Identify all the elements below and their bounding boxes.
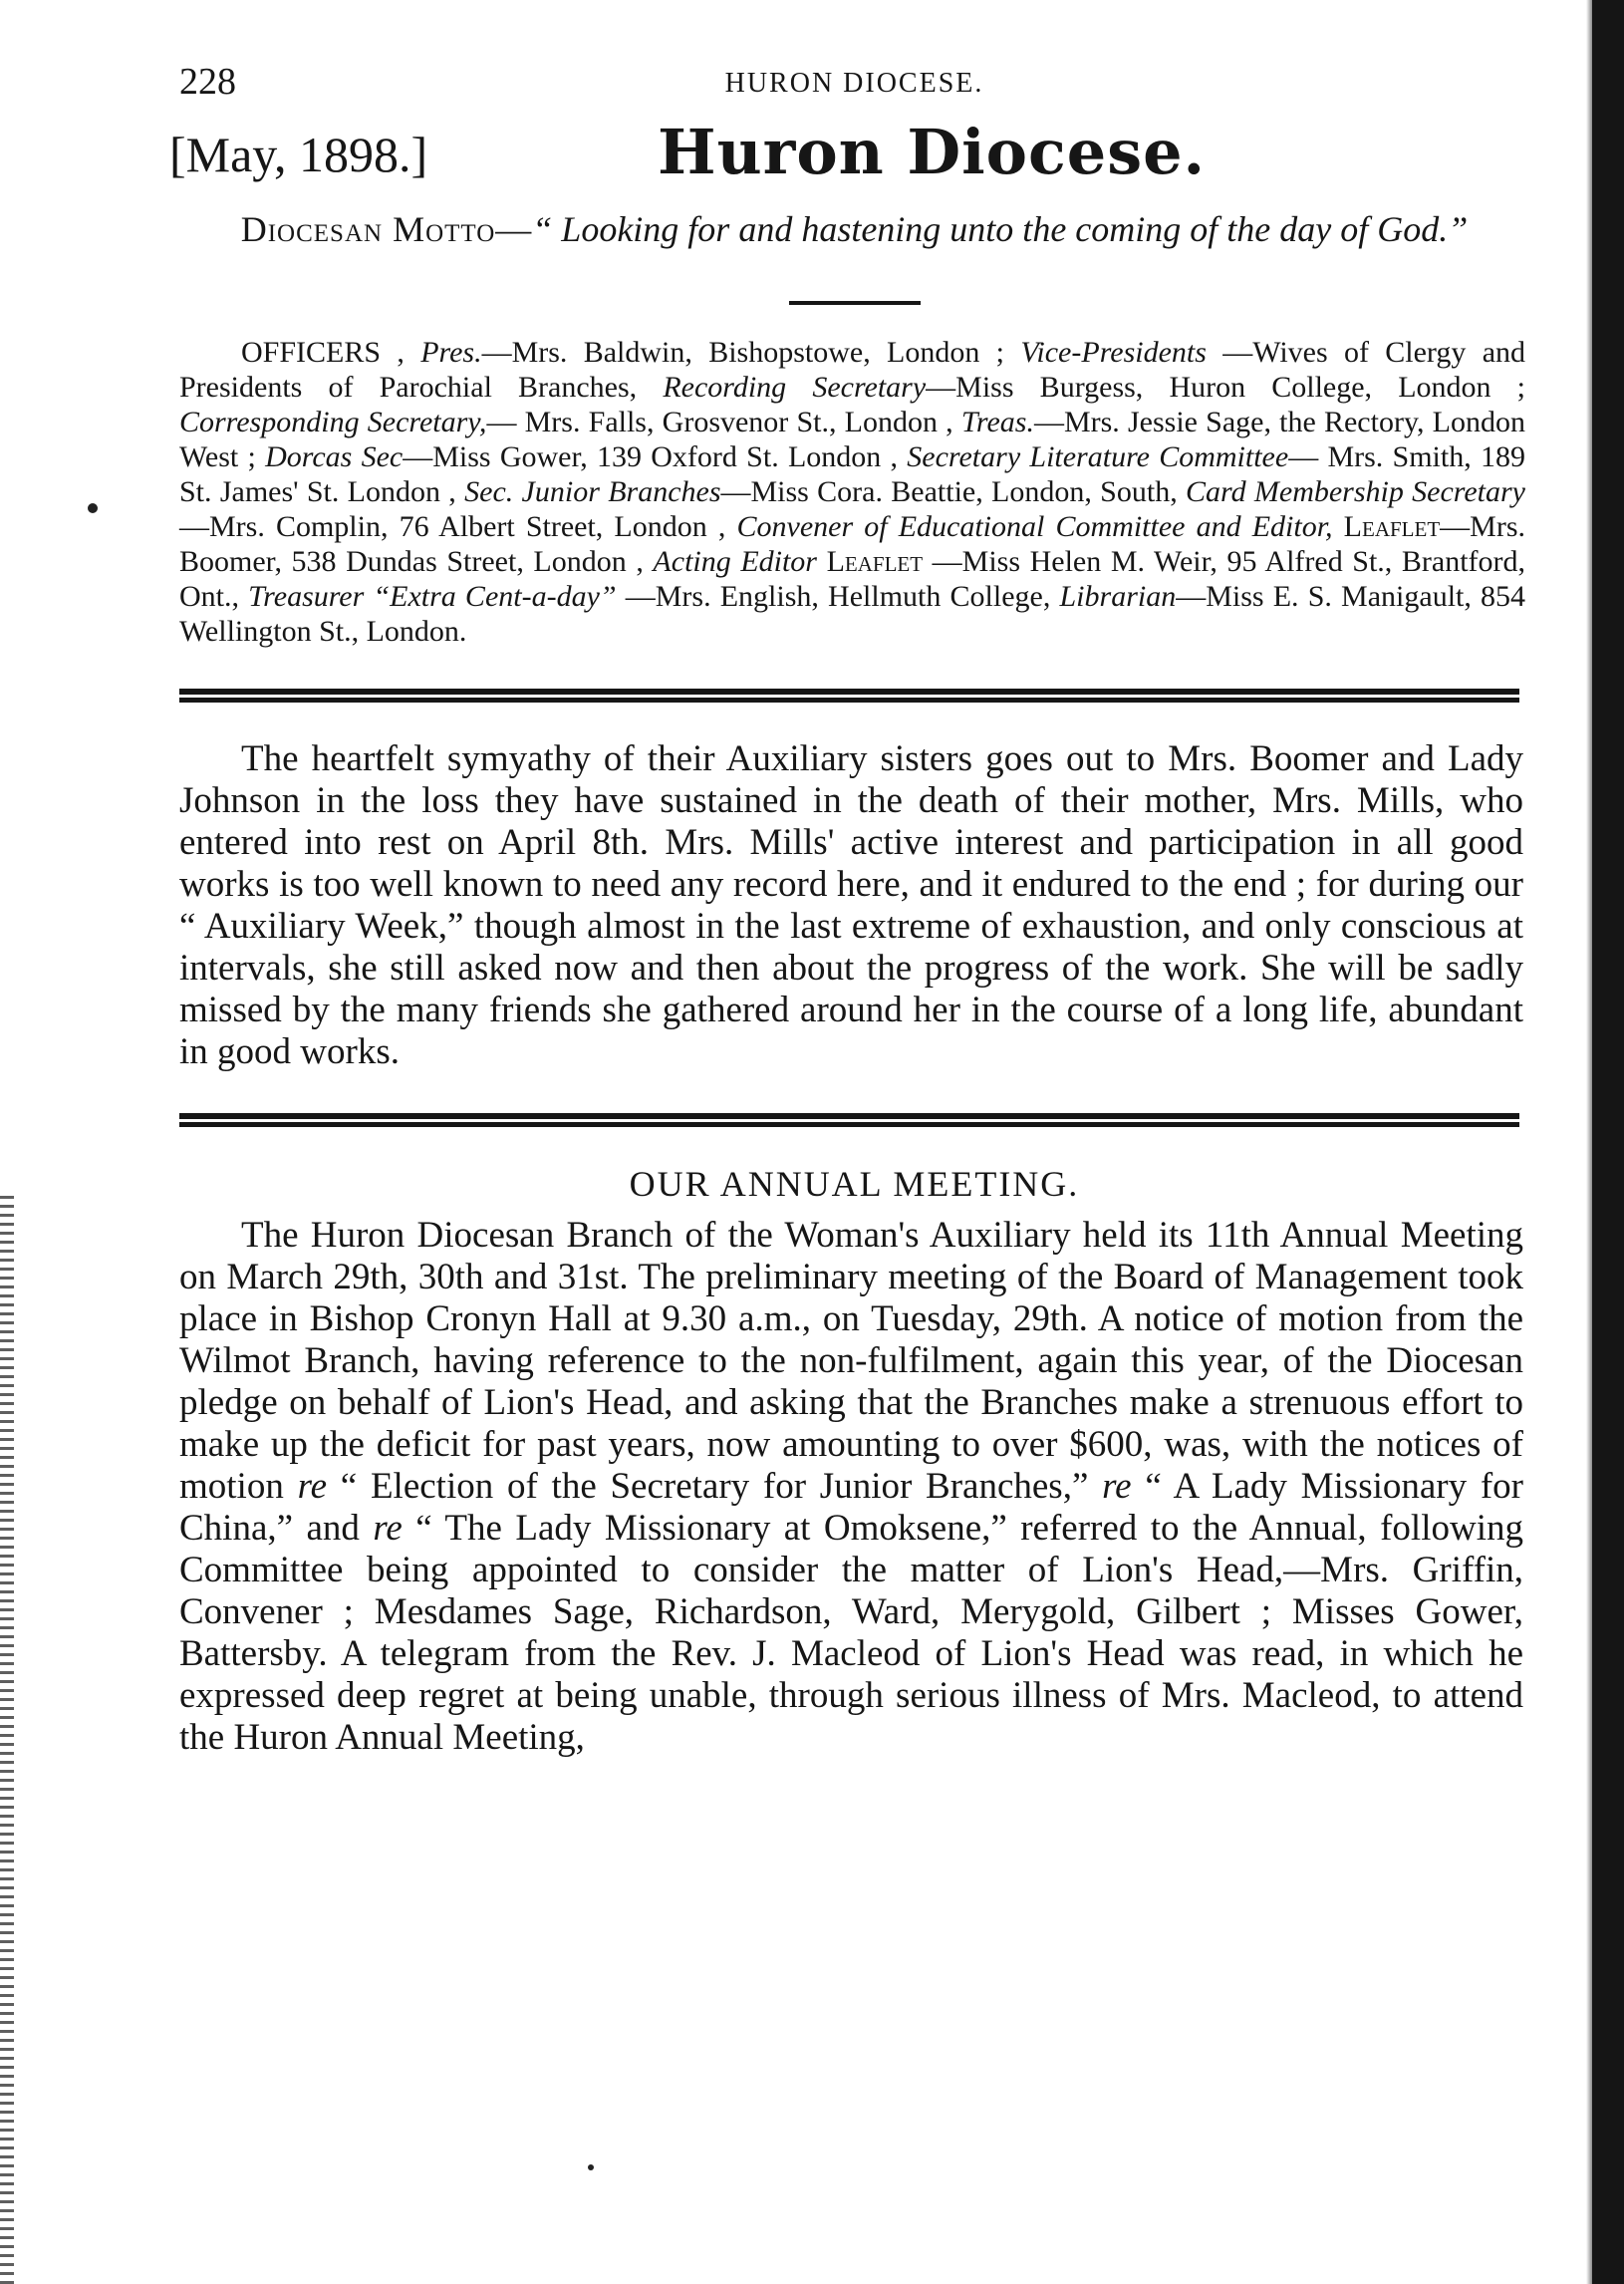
diocesan-motto: [179, 207, 1529, 251]
running-head: [179, 40, 1529, 110]
title-row: [169, 110, 1529, 201]
section-rule: [179, 1113, 1519, 1127]
officer-role: Treas.: [960, 406, 1034, 438]
title-divider: [789, 301, 921, 305]
body-text: The Huron Diocesan Branch of the Woman's Auxiliary held its 11th Annual Meeting on March 29th, 30th and 31st. The preliminary meeting of the Board of Management took place in Bishop Cronyn Hall at 9.30 a.m., on Tuesday, 29th. A notice of motion from the Wilmot Branch, having reference to the non-fulfilment, again this year, of the Diocesan pledge on behalf of Lion's Head, and asking that the Branches make a strenuous effort to make up the deficit for past years, now amounting to over $600, was, with the notices of motion: [179, 1215, 1523, 1507]
body-text: “ Election of the Secretary for Junior Branches,”: [327, 1466, 1103, 1507]
officer-role: Pres.: [420, 336, 482, 369]
officer-role: Corresponding Secretary,: [179, 406, 487, 438]
officer-name: —Mrs. Baldwin, Bishopstowe, London ;: [481, 336, 1021, 369]
re-marker: re: [373, 1508, 403, 1549]
officer-name: —Miss Helen M. Weir, 95 Alfred St., Brantford, Ont.,: [179, 545, 1526, 613]
officer-name: — Mrs. Falls, Grosvenor St., London ,: [486, 406, 961, 438]
officer-role: Secretary Literature Committee: [907, 440, 1289, 473]
officer-role: Sec. Junior Branches: [464, 475, 721, 508]
officer-name: —Mrs. Complin, 76 Albert Street, London ,: [179, 510, 737, 543]
leaflet-name: Leaflet: [817, 545, 924, 578]
annual-meeting-body: [179, 1215, 1523, 1759]
officer-name: —Miss Cora. Beattie, London, South,: [720, 475, 1187, 508]
section-title: Huron Diocese.: [658, 116, 1207, 188]
officer-name: —Wives of Clergy and Presidents of Parochial Branches,: [179, 336, 1526, 404]
sympathy-notice: The heartfelt symyathy of their Auxiliary sisters goes out to Mrs. Boomer and Lady Johnson in the loss they have sustained in the death of their mother, Mrs. Mills, who entered into rest on April 8th. Mrs. Mills' active interest and participation in all good works is too well known to need any record here, and it endured to the end ; for during our “ Auxiliary Week,” though almost in the last extreme of exhaustion, and only conscious at intervals, she still asked now and then about the progress of the work. She will be sadly missed by the many friends she gathered around her in the course of a long life, abundant in good works.: [179, 738, 1523, 1072]
officers-lead: OFFICERS ,: [241, 336, 421, 369]
issue-date: [May, 1898.]: [169, 127, 428, 182]
officer-name: —Miss Burgess, Huron College, London ;: [926, 371, 1526, 404]
officer-role: Treasurer “Extra Cent-a-day”: [248, 580, 617, 613]
re-marker: re: [297, 1466, 328, 1507]
officer-role: Librarian: [1059, 580, 1177, 613]
leaflet-name: Leaflet: [1332, 510, 1441, 543]
ink-speck: [588, 2164, 594, 2170]
book-binding-edge: [1592, 0, 1624, 2284]
officer-name: —Mrs. English, Hellmuth College,: [616, 580, 1060, 613]
officers-list: [179, 335, 1525, 649]
officer-role: Dorcas Sec: [265, 440, 404, 473]
officer-role: Card Membership Secretary: [1186, 475, 1526, 508]
officer-name: —Miss Gower, 139 Oxford St. London ,: [403, 440, 908, 473]
left-margin-specks: [0, 1196, 14, 2284]
officer-name: — Mrs. Smith, 189 St. James' St. London ,: [179, 440, 1525, 508]
officer-role: Recording Secretary: [663, 371, 927, 404]
body-text: “ A Lady Missionary for China,” and: [179, 1466, 1524, 1549]
officer-name: —Mrs. Jessie Sage, the Rectory, London West ;: [179, 406, 1526, 473]
re-marker: re: [1102, 1466, 1132, 1507]
ink-speck: [88, 503, 98, 513]
binding-shadow: [1586, 0, 1592, 2284]
officer-role: Vice-Presidents: [1020, 336, 1207, 369]
body-text: “ The Lady Missionary at Omoksene,” referred to the Annual, following Committee being appointed to consider the matter of Lion's Head,—Mrs. Griffin, Convener ; Mesdames Sage, Richardson, Ward, Merygold, Gilbert ; Misses Gower, Battersby. A telegram from the Rev. J. Macleod of Lion's Head was read, in which he expressed deep regret at being unable, through serious illness of Mrs. Macleod, to attend the Huron Annual Meeting,: [179, 1508, 1523, 1758]
document-page: [169, 40, 1529, 1759]
motto-text: “ Looking for and hastening unto the coming of the day of God.”: [532, 209, 1469, 249]
officer-name: —Mrs. Boomer, 538 Dundas Street, London ,: [179, 510, 1525, 578]
officer-name: —Miss E. S. Manigault, 854 Wellington St., London.: [179, 580, 1526, 648]
annual-meeting-heading: OUR ANNUAL MEETING.: [629, 1164, 1080, 1204]
motto-label: Diocesan Motto—: [240, 209, 533, 249]
page-number: 228: [179, 61, 236, 103]
section-rule: [179, 689, 1519, 703]
running-title: HURON DIOCESE.: [724, 68, 984, 99]
officer-role: Acting Editor: [653, 545, 817, 578]
officer-role: Convener of Educational Committee and Editor,: [736, 510, 1333, 543]
